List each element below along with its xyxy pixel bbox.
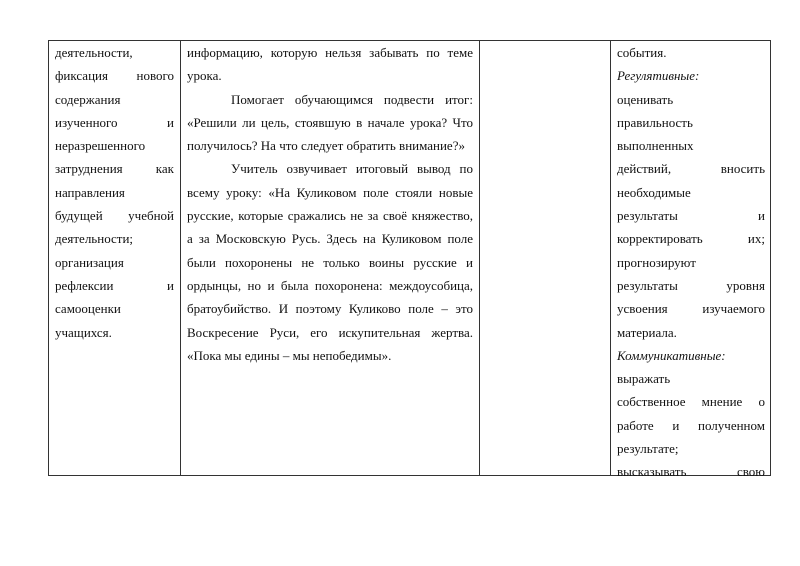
text-line: работе и полученном — [617, 417, 765, 433]
text-line: выполненных — [617, 138, 694, 154]
text-line: усвоения изучаемого — [617, 301, 765, 317]
section-heading: Коммуникативные: — [617, 347, 726, 363]
text-line: материала. — [617, 324, 677, 340]
text-line: Помогает обучающимся подвести итог: — [231, 91, 473, 107]
text-line: а за Московскую Русь. Здесь на Куликовом поле — [187, 231, 473, 247]
text-line: учащихся. — [55, 324, 112, 340]
cell-text — [611, 41, 771, 484]
text-line: деятельности, — [55, 45, 133, 60]
table-cell-student-activity — [479, 41, 610, 475]
text-line: Воскресение Руси, его искупительная жертва. — [187, 324, 473, 340]
table-cell-learning-outcomes — [610, 41, 771, 480]
cell-text — [181, 41, 479, 367]
text-line: ордынцы, но и была похоронена: междоусобица, — [187, 277, 473, 293]
text-line: события. — [617, 45, 667, 60]
text-line: «Пока мы едины – мы непобедимы». — [187, 347, 392, 363]
text-line: фиксация нового — [55, 68, 174, 84]
text-line: затруднения как — [55, 161, 174, 177]
text-line: выражать — [617, 371, 671, 387]
text-line: русские, которые сражались не за своё княжество, — [187, 208, 473, 224]
text-line: высказывать свою — [617, 464, 765, 480]
text-line: информацию, которую нельзя забывать по теме — [187, 45, 473, 60]
lesson-table — [48, 40, 771, 480]
text-line: неразрешенного — [55, 138, 146, 154]
text-line: братоубийство. И поэтому Куликово поле – это — [187, 301, 473, 317]
text-line: правильность — [617, 114, 693, 130]
text-line: будущей учебной — [55, 208, 174, 224]
text-line: «Решили ли цель, стоявшую в начале урока? Что — [187, 114, 473, 130]
text-line: содержания — [55, 91, 121, 107]
text-line: оценивать — [617, 91, 674, 107]
text-line: Учитель озвучивает итоговый вывод по — [231, 161, 473, 177]
text-line: результаты и — [617, 208, 765, 224]
table-cell-teacher-activity — [180, 41, 479, 475]
text-line: урока. — [187, 68, 222, 84]
text-line: результаты уровня — [617, 277, 765, 293]
text-line: деятельности; — [55, 231, 134, 247]
section-heading: Регулятивные: — [617, 68, 700, 84]
text-line: корректировать их; — [617, 231, 765, 247]
text-line: были похоронены не только воины русские и — [187, 254, 473, 270]
cell-text — [49, 41, 180, 344]
text-line: собственное мнение о — [617, 394, 765, 410]
text-line: прогнозируют — [617, 254, 696, 270]
text-line: самооценки — [55, 301, 121, 317]
text-line: получилось? На что следует обратить внимание?» — [187, 138, 465, 154]
text-line: направления — [55, 184, 125, 200]
table-cell-stage-goal — [49, 41, 180, 475]
text-line: действий, вносить — [617, 161, 765, 177]
text-line: необходимые — [617, 184, 691, 200]
text-line: организация — [55, 254, 124, 270]
text-line: изученного и — [55, 114, 174, 130]
text-line: результате; — [617, 441, 679, 457]
text-line: рефлексии и — [55, 277, 174, 293]
text-line: всему уроку: «На Куликовом поле стояли новые — [187, 184, 473, 200]
